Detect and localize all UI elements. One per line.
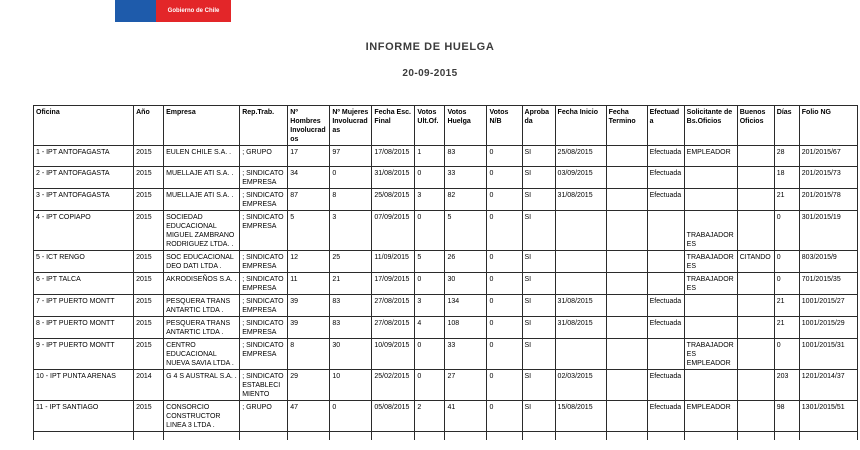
table-cell: 301/2015/19 (799, 211, 857, 251)
table-cell: 0 (487, 189, 522, 211)
table-cell: 05/08/2015 (372, 401, 415, 432)
table-row (34, 211, 858, 251)
table-cell: 3 (330, 211, 372, 251)
table-cell (606, 273, 647, 295)
table-cell: 17/09/2015 (372, 273, 415, 295)
header-cell: Empresa (164, 106, 240, 146)
table-cell: 31/08/2015 (555, 189, 606, 211)
table-cell: MUELLAJE ATI S.A. . (164, 189, 240, 211)
table-cell: 10 - IPT PUNTA ARENAS (34, 370, 134, 401)
table-cell: 0 (487, 370, 522, 401)
table-cell: 803/2015/9 (799, 251, 857, 273)
table-cell: 87 (288, 189, 330, 211)
table-cell: 33 (445, 167, 487, 189)
table-cell (606, 189, 647, 211)
table-body (34, 146, 858, 440)
table-cell (684, 295, 737, 317)
table-row (34, 370, 858, 401)
table-cell: 0 (415, 370, 445, 401)
table-cell: 0 (487, 211, 522, 251)
table-cell (606, 251, 647, 273)
table-cell: 701/2015/35 (799, 273, 857, 295)
table-cell: TRABAJADORES (684, 273, 737, 295)
table-cell (606, 146, 647, 167)
table-cell: SI (522, 273, 555, 295)
table-cell: 4 - IPT COPIAPO (34, 211, 134, 251)
table-cell: 5 (445, 211, 487, 251)
table-cell: 98 (774, 401, 799, 432)
table-cell: 25/08/2015 (372, 189, 415, 211)
table-cell (647, 251, 684, 273)
table-cell: 1201/2014/37 (799, 370, 857, 401)
header-cell: Aprobada (522, 106, 555, 146)
table-cell (684, 317, 737, 339)
table-cell: 2015 (134, 211, 164, 251)
table-cell: 0 (774, 251, 799, 273)
table-cell (372, 432, 415, 440)
table-cell (134, 432, 164, 440)
table-cell: SI (522, 401, 555, 432)
table-cell: 2015 (134, 317, 164, 339)
table-cell (737, 295, 774, 317)
header-cell: Votos N/B (487, 106, 522, 146)
table-row (34, 401, 858, 432)
table-cell: 30 (330, 339, 372, 370)
table-cell: 8 (330, 189, 372, 211)
table-cell: 17 (288, 146, 330, 167)
table-cell (684, 432, 737, 440)
table-row (34, 251, 858, 273)
table-cell: 0 (415, 273, 445, 295)
table-cell: SOCIEDAD EDUCACIONAL MIGUEL ZAMBRANO RODRIGUEZ LTDA. . (164, 211, 240, 251)
table-cell: 5 - ICT RENGO (34, 251, 134, 273)
table-cell: 11 (288, 273, 330, 295)
table-cell: ; SINDICATO ESTABLECIMIENTO (240, 370, 288, 401)
table-row (34, 339, 858, 370)
table-cell: PESQUERA TRANS ANTARTIC LTDA . (164, 317, 240, 339)
table-cell: 41 (445, 401, 487, 432)
table-cell: 2015 (134, 167, 164, 189)
table-cell (737, 273, 774, 295)
table-cell: 07/09/2015 (372, 211, 415, 251)
table-cell: 18 (774, 167, 799, 189)
header-cell: Rep.Trab. (240, 106, 288, 146)
table-cell (737, 432, 774, 440)
table-cell: 1001/2015/27 (799, 295, 857, 317)
table-cell: 2015 (134, 146, 164, 167)
table-cell: 3 (415, 295, 445, 317)
table-cell: 0 (774, 273, 799, 295)
header-cell: Días (774, 106, 799, 146)
header-cell: Oficina (34, 106, 134, 146)
table-cell: 1001/2015/29 (799, 317, 857, 339)
table-cell (684, 370, 737, 401)
table-cell: 27/08/2015 (372, 317, 415, 339)
header-cell: Buenos Oficios (737, 106, 774, 146)
table-cell: EMPLEADOR (684, 401, 737, 432)
table-cell: 02/03/2015 (555, 370, 606, 401)
table-cell: 29 (288, 370, 330, 401)
table-cell: 0 (774, 211, 799, 251)
report-date: 20-09-2015 (402, 68, 458, 79)
table-row (34, 167, 858, 189)
table-cell: 2015 (134, 295, 164, 317)
table-cell (647, 432, 684, 440)
table-cell: 9 - IPT PUERTO MONTT (34, 339, 134, 370)
table-cell: 21 (774, 317, 799, 339)
table-cell: 1001/2015/31 (799, 339, 857, 370)
table-cell: 27/08/2015 (372, 295, 415, 317)
table-cell: CITANDO (737, 251, 774, 273)
table-cell: 203 (774, 370, 799, 401)
table-cell (240, 432, 288, 440)
table-cell: ; SINDICATO EMPRESA (240, 273, 288, 295)
table-cell (647, 273, 684, 295)
table-cell: 27 (445, 370, 487, 401)
table-row (34, 273, 858, 295)
table-cell: 3 - IPT ANTOFAGASTA (34, 189, 134, 211)
table-cell (34, 432, 134, 440)
table-cell (606, 370, 647, 401)
table-cell: 31/08/2015 (372, 167, 415, 189)
table-cell: 31/08/2015 (555, 295, 606, 317)
table-cell: 21 (774, 189, 799, 211)
table-cell: 4 (415, 317, 445, 339)
table-cell: 31/08/2015 (555, 317, 606, 339)
table-row (34, 295, 858, 317)
table-cell: TRABAJADORES (684, 251, 737, 273)
table-cell: Efectuada (647, 370, 684, 401)
table-cell: ; SINDICATO EMPRESA (240, 295, 288, 317)
table-cell: 0 (487, 317, 522, 339)
table-cell: 21 (774, 295, 799, 317)
table-cell: 0 (487, 146, 522, 167)
table-row (34, 189, 858, 211)
header-cell: Fecha Termino (606, 106, 647, 146)
table-cell: 1 (415, 146, 445, 167)
table-cell: 2014 (134, 370, 164, 401)
table-cell: SI (522, 251, 555, 273)
table-cell: EULEN CHILE S.A. . (164, 146, 240, 167)
table-cell: CONSORCIO CONSTRUCTOR LINEA 3 LTDA . (164, 401, 240, 432)
table-cell: 0 (487, 339, 522, 370)
table-cell (555, 251, 606, 273)
table-cell (647, 211, 684, 251)
table-cell: 1 - IPT ANTOFAGASTA (34, 146, 134, 167)
table-cell (684, 167, 737, 189)
table-cell: ; SINDICATO EMPRESA (240, 251, 288, 273)
table-cell (684, 189, 737, 211)
table-cell: ; SINDICATO EMPRESA (240, 211, 288, 251)
table-cell: SI (522, 167, 555, 189)
report-title: INFORME DE HUELGA (365, 41, 495, 53)
table-cell: ; GRUPO (240, 146, 288, 167)
table-cell: CENTRO EDUCACIONAL NUEVA SAVIA LTDA . (164, 339, 240, 370)
table-cell: TRABAJADORES (684, 211, 737, 251)
table-cell: 30 (445, 273, 487, 295)
table-row (34, 146, 858, 167)
table-cell (606, 317, 647, 339)
table-cell: 201/2015/67 (799, 146, 857, 167)
table-cell: 11/09/2015 (372, 251, 415, 273)
table-cell: 39 (288, 295, 330, 317)
table-cell (606, 295, 647, 317)
header-cell: Fecha Inicio (555, 106, 606, 146)
table-cell: 97 (330, 146, 372, 167)
table-cell (606, 211, 647, 251)
table-cell (555, 273, 606, 295)
table-cell: ; SINDICATO EMPRESA (240, 317, 288, 339)
logo-red-flag (156, 0, 231, 22)
table-cell: 8 - IPT PUERTO MONTT (34, 317, 134, 339)
table-cell: 82 (445, 189, 487, 211)
table-cell: SI (522, 189, 555, 211)
table-cell (415, 432, 445, 440)
table-cell (799, 432, 857, 440)
table-cell: 0 (487, 251, 522, 273)
table-cell: 15/08/2015 (555, 401, 606, 432)
table-row (34, 317, 858, 339)
table-cell: 201/2015/78 (799, 189, 857, 211)
table-cell: 25 (330, 251, 372, 273)
table-cell (555, 339, 606, 370)
header-cell: Año (134, 106, 164, 146)
table-cell (737, 189, 774, 211)
header-cell: Votos Ult.Of. (415, 106, 445, 146)
table-cell: 33 (445, 339, 487, 370)
table-cell (555, 211, 606, 251)
table-cell: Efectuada (647, 401, 684, 432)
table-cell: 134 (445, 295, 487, 317)
table-cell: 3 (415, 189, 445, 211)
header-cell: Votos Huelga (445, 106, 487, 146)
table-cell: MUELLAJE ATI S.A. . (164, 167, 240, 189)
table-cell (737, 339, 774, 370)
table-cell: 7 - IPT PUERTO MONTT (34, 295, 134, 317)
table-cell (606, 432, 647, 440)
table-cell: 83 (445, 146, 487, 167)
table-cell: SI (522, 370, 555, 401)
table-cell (164, 432, 240, 440)
table-cell: PESQUERA TRANS ANTARTIC LTDA . (164, 295, 240, 317)
table-cell: 39 (288, 317, 330, 339)
table-cell: 10 (330, 370, 372, 401)
header-row (34, 106, 858, 146)
table-cell: 0 (415, 167, 445, 189)
table-cell: 0 (487, 401, 522, 432)
table-cell: 25/02/2015 (372, 370, 415, 401)
table-cell: Efectuada (647, 189, 684, 211)
table-cell: 0 (774, 339, 799, 370)
table-cell: AKRODISEÑOS S.A. . (164, 273, 240, 295)
table-cell: 25/08/2015 (555, 146, 606, 167)
table-cell (487, 432, 522, 440)
table-cell: 17/08/2015 (372, 146, 415, 167)
table-cell: 2015 (134, 401, 164, 432)
table-cell: Efectuada (647, 295, 684, 317)
table-cell (555, 432, 606, 440)
table-cell: 2015 (134, 273, 164, 295)
table-cell (606, 167, 647, 189)
table-cell (288, 432, 330, 440)
table-cell: 6 - IPT TALCA (34, 273, 134, 295)
table-cell: ; GRUPO (240, 401, 288, 432)
table-cell: SI (522, 295, 555, 317)
strike-report-table (33, 105, 858, 440)
logo-blue-flag (115, 0, 156, 22)
table-cell: 2 - IPT ANTOFAGASTA (34, 167, 134, 189)
table-cell: 12 (288, 251, 330, 273)
table-cell: 2015 (134, 251, 164, 273)
table-cell: ; SINDICATO EMPRESA (240, 339, 288, 370)
table-cell: 21 (330, 273, 372, 295)
table-cell (737, 167, 774, 189)
table-cell: 8 (288, 339, 330, 370)
table-cell: 0 (415, 339, 445, 370)
table-cell: 47 (288, 401, 330, 432)
header-cell: Efectuada (647, 106, 684, 146)
table-cell: G 4 S AUSTRAL S.A. . (164, 370, 240, 401)
table-cell: 2015 (134, 189, 164, 211)
table-cell: 2015 (134, 339, 164, 370)
table-cell: 34 (288, 167, 330, 189)
table-cell: 03/09/2015 (555, 167, 606, 189)
table-cell: SI (522, 339, 555, 370)
table-cell: 11 - IPT SANTIAGO (34, 401, 134, 432)
table-cell (606, 339, 647, 370)
table-row (34, 432, 858, 440)
table-cell: 108 (445, 317, 487, 339)
table-cell: SI (522, 317, 555, 339)
table-cell: SOC EDUCACIONAL DEO DATI LTDA . (164, 251, 240, 273)
table-cell (774, 432, 799, 440)
table-cell: 0 (330, 167, 372, 189)
table-cell (445, 432, 487, 440)
table-cell: SI (522, 211, 555, 251)
table-cell: 0 (330, 401, 372, 432)
table-cell: SI (522, 146, 555, 167)
table-cell: 83 (330, 295, 372, 317)
table-cell: TRABAJADORES EMPLEADOR (684, 339, 737, 370)
table-cell: ; SINDICATO EMPRESA (240, 189, 288, 211)
table-cell: 0 (415, 211, 445, 251)
table-cell: 0 (487, 273, 522, 295)
table-cell: 10/09/2015 (372, 339, 415, 370)
table-cell (606, 401, 647, 432)
table-cell: 0 (487, 167, 522, 189)
table-cell (330, 432, 372, 440)
header-cell: Nº Hombres Involucrados (288, 106, 330, 146)
table-cell: 28 (774, 146, 799, 167)
table-cell (737, 401, 774, 432)
table-cell (522, 432, 555, 440)
table-cell: 1301/2015/51 (799, 401, 857, 432)
table-cell: ; SINDICATO EMPRESA (240, 167, 288, 189)
header-cell: Solicitante de Bs.Oficios (684, 106, 737, 146)
table-cell: 83 (330, 317, 372, 339)
table-cell: Efectuada (647, 317, 684, 339)
table-cell: Efectuada (647, 167, 684, 189)
table-cell: 0 (487, 295, 522, 317)
table-cell (737, 211, 774, 251)
table-cell: 5 (288, 211, 330, 251)
table-cell: 2 (415, 401, 445, 432)
table-cell (737, 317, 774, 339)
header-cell: Folio NG (799, 106, 857, 146)
table-cell: 5 (415, 251, 445, 273)
table-cell: 201/2015/73 (799, 167, 857, 189)
table-cell (737, 146, 774, 167)
header-cell: Nº Mujeres Involucradas (330, 106, 372, 146)
table-cell: 26 (445, 251, 487, 273)
table-cell (737, 370, 774, 401)
table-cell (647, 339, 684, 370)
logo-text: Gobierno de Chile (167, 8, 220, 14)
table-cell: Efectuada (647, 146, 684, 167)
gobierno-de-chile-logo (115, 0, 231, 22)
table-cell: EMPLEADOR (684, 146, 737, 167)
header-cell: Fecha Esc. Final (372, 106, 415, 146)
